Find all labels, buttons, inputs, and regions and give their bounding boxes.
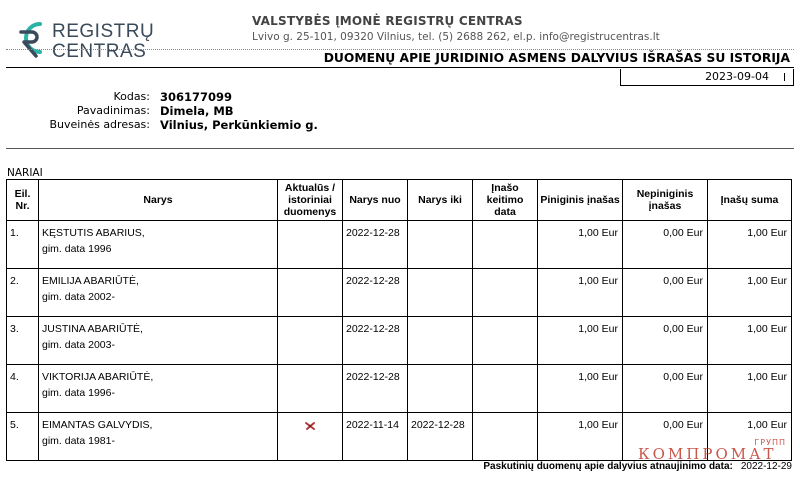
row-number: 2. xyxy=(10,275,19,287)
total-contribution-cell xyxy=(708,317,792,365)
logo-text-line1: REGISTRŲ xyxy=(52,21,155,42)
entity-address-row xyxy=(0,118,400,132)
last-update-label: Paskutinių duomenų apie dalyvius atnaujinimo data: xyxy=(483,461,733,472)
column-header-line: Nepiniginis xyxy=(636,188,694,200)
noncash-contribution-cell xyxy=(623,221,708,269)
column-header xyxy=(708,180,792,221)
total-contribution: 1,00 Eur xyxy=(747,371,787,383)
member-from-cell xyxy=(343,365,408,413)
document-date-box xyxy=(620,69,794,86)
member-to xyxy=(408,365,472,369)
organization-address: Lvivo g. 25-101, 09320 Vilnius, tel. (5) 2688 262, el.p. info@registrucentras.lt xyxy=(252,31,660,43)
entity-code-label: Kodas: xyxy=(113,90,150,103)
cash-contribution: 1,00 Eur xyxy=(578,371,618,383)
member-from-cell xyxy=(343,269,408,317)
contribution-change-date xyxy=(473,365,537,369)
row-number: 5. xyxy=(10,419,19,431)
member-full-name: EMILIJA ABARIŪTĖ, xyxy=(42,275,139,287)
row-number: 4. xyxy=(10,371,19,383)
last-update-date: 2022-12-29 xyxy=(740,461,792,472)
contribution-change-date-cell xyxy=(473,221,538,269)
entity-address-value: Vilnius, Perkūnkiemio g. xyxy=(160,118,318,132)
member-birth-date: gim. data 2002- xyxy=(42,291,115,303)
member-name xyxy=(39,269,277,305)
historic-status xyxy=(278,221,342,225)
entity-name-row xyxy=(0,104,400,118)
cash-contribution-cell xyxy=(538,413,623,461)
row-number-cell xyxy=(7,413,39,461)
table-row xyxy=(7,269,792,317)
total-contribution: 1,00 Eur xyxy=(747,227,787,239)
entity-code-row xyxy=(0,90,400,104)
member-to xyxy=(408,317,472,321)
cash-contribution: 1,00 Eur xyxy=(578,275,618,287)
member-birth-date: gim. data 1996 xyxy=(42,243,112,255)
member-to-cell xyxy=(408,413,473,461)
member-name-cell xyxy=(39,317,278,365)
member-from: 2022-12-28 xyxy=(346,323,400,335)
column-header-line: Eil. xyxy=(14,188,31,200)
member-name xyxy=(39,413,277,449)
row-number-cell xyxy=(7,365,39,413)
member-to: 2022-12-28 xyxy=(411,419,465,431)
section-divider xyxy=(6,148,794,149)
row-number: 1. xyxy=(10,227,19,239)
last-update-footer xyxy=(483,461,792,472)
contribution-change-date xyxy=(473,221,537,225)
logo-text-line2: CENTRAS xyxy=(52,41,147,62)
total-contribution-cell xyxy=(708,365,792,413)
column-header-line: Narys xyxy=(143,194,173,206)
entity-name-value: Dimela, MB xyxy=(160,104,234,118)
member-from: 2022-12-28 xyxy=(346,371,400,383)
cash-contribution: 1,00 Eur xyxy=(578,419,618,431)
members-section-label: NARIAI xyxy=(7,167,43,179)
historic-status-cell xyxy=(278,269,343,317)
member-name-cell xyxy=(39,221,278,269)
member-from: 2022-11-14 xyxy=(346,419,399,431)
registru-centras-logo xyxy=(12,16,162,62)
member-name-cell xyxy=(39,269,278,317)
contribution-change-date-cell xyxy=(473,317,538,365)
column-header xyxy=(623,180,708,221)
total-contribution-cell xyxy=(708,269,792,317)
header-divider xyxy=(6,49,794,50)
column-header-line: keitimo xyxy=(486,194,524,206)
historic-x-mark-icon xyxy=(304,421,316,431)
document-date: 2023-09-04 xyxy=(705,70,769,83)
entity-code-value: 306177099 xyxy=(160,90,233,104)
row-number-cell xyxy=(7,269,39,317)
total-contribution-cell xyxy=(708,221,792,269)
member-full-name: JUSTINA ABARIŪTĖ, xyxy=(42,323,143,335)
column-header-line: Piniginis įnašas xyxy=(540,194,620,206)
contribution-change-date-cell xyxy=(473,269,538,317)
noncash-contribution-cell xyxy=(623,269,708,317)
noncash-contribution: 0,00 Eur xyxy=(663,419,703,431)
member-from: 2022-12-28 xyxy=(346,227,400,239)
historic-status xyxy=(278,317,342,321)
organization-name: VALSTYBĖS ĮMONĖ REGISTRŲ CENTRAS xyxy=(252,14,523,28)
column-header-line: Įnašų suma xyxy=(720,194,779,206)
contribution-change-date xyxy=(473,413,537,417)
date-tick-mark xyxy=(784,73,785,81)
table-row xyxy=(7,317,792,365)
column-header xyxy=(278,180,343,221)
column-header xyxy=(39,180,278,221)
member-name xyxy=(39,365,277,401)
column-header-line: įnašas xyxy=(648,200,682,212)
column-header xyxy=(7,180,39,221)
noncash-contribution: 0,00 Eur xyxy=(663,275,703,287)
watermark-main-text: КОМПРОМАТ xyxy=(638,445,777,462)
members-table-body xyxy=(7,221,792,461)
member-name xyxy=(39,317,277,353)
member-birth-date: gim. data 2003- xyxy=(42,339,115,351)
member-birth-date: gim. data 1981- xyxy=(42,435,115,447)
member-to xyxy=(408,269,472,273)
logo-mark-icon xyxy=(12,18,46,62)
column-header-line: data xyxy=(494,206,516,218)
column-header-line: Aktualūs / xyxy=(284,182,336,194)
contribution-change-date-cell xyxy=(473,413,538,461)
historic-status xyxy=(278,365,342,369)
historic-status-cell xyxy=(278,317,343,365)
cash-contribution-cell xyxy=(538,221,623,269)
noncash-contribution-cell xyxy=(623,317,708,365)
contribution-change-date xyxy=(473,317,537,321)
kompromat-watermark xyxy=(638,436,788,462)
member-full-name: KĘSTUTIS ABARIUS, xyxy=(42,227,145,239)
member-name-cell xyxy=(39,365,278,413)
column-header-line: istoriniai xyxy=(288,194,332,206)
member-to xyxy=(408,221,472,225)
column-header-line: Įnašo xyxy=(491,182,519,194)
member-to-cell xyxy=(408,269,473,317)
row-number: 3. xyxy=(10,323,19,335)
table-row xyxy=(7,365,792,413)
noncash-contribution: 0,00 Eur xyxy=(663,227,703,239)
row-number-cell xyxy=(7,221,39,269)
column-header xyxy=(408,180,473,221)
column-header xyxy=(473,180,538,221)
total-contribution: 1,00 Eur xyxy=(747,275,787,287)
cash-contribution-cell xyxy=(538,317,623,365)
table-row xyxy=(7,221,792,269)
historic-status-cell xyxy=(278,365,343,413)
member-to-cell xyxy=(408,317,473,365)
column-header-line: Narys nuo xyxy=(349,194,401,206)
column-header-line: Narys iki xyxy=(418,194,462,206)
member-from: 2022-12-28 xyxy=(346,275,400,287)
total-contribution: 1,00 Eur xyxy=(747,419,787,431)
member-full-name: VIKTORIJA ABARIŪTĖ, xyxy=(42,371,154,383)
member-from-cell xyxy=(343,317,408,365)
member-from-cell xyxy=(343,413,408,461)
member-name xyxy=(39,221,277,257)
historic-status-cell xyxy=(278,221,343,269)
table-header-row xyxy=(7,180,792,221)
member-birth-date: gim. data 1996- xyxy=(42,387,115,399)
noncash-contribution: 0,00 Eur xyxy=(663,371,703,383)
cash-contribution: 1,00 Eur xyxy=(578,227,618,239)
member-name-cell xyxy=(39,413,278,461)
column-header-line: duomenys xyxy=(283,206,337,218)
historic-status-cell xyxy=(278,413,343,461)
members-table xyxy=(6,179,792,461)
total-contribution: 1,00 Eur xyxy=(747,323,787,335)
title-divider xyxy=(6,67,794,68)
contribution-change-date xyxy=(473,269,537,273)
noncash-contribution: 0,00 Eur xyxy=(663,323,703,335)
cash-contribution-cell xyxy=(538,269,623,317)
column-header xyxy=(538,180,623,221)
column-header xyxy=(343,180,408,221)
document-title: DUOMENŲ APIE JURIDINIO ASMENS DALYVIUS IŠRAŠAS SU ISTORIJA xyxy=(323,51,790,65)
historic-status xyxy=(278,413,342,436)
entity-address-label: Buveinės adresas: xyxy=(49,118,150,131)
noncash-contribution-cell xyxy=(623,365,708,413)
member-from-cell xyxy=(343,221,408,269)
historic-status xyxy=(278,269,342,273)
member-to-cell xyxy=(408,221,473,269)
member-to-cell xyxy=(408,365,473,413)
entity-name-label: Pavadinimas: xyxy=(76,104,150,117)
watermark-sub-text: ГРУПП xyxy=(754,438,786,447)
member-full-name: EIMANTAS GALVYDIS, xyxy=(42,419,153,431)
row-number-cell xyxy=(7,317,39,365)
contribution-change-date-cell xyxy=(473,365,538,413)
cash-contribution-cell xyxy=(538,365,623,413)
column-header-line: Nr. xyxy=(15,200,30,212)
cash-contribution: 1,00 Eur xyxy=(578,323,618,335)
